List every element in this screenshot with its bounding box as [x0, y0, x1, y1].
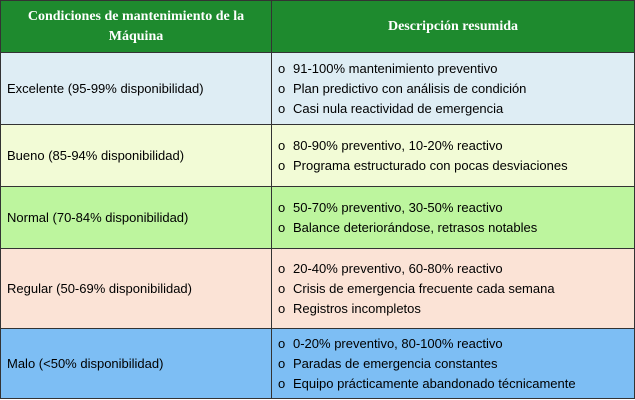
list-item [278, 334, 628, 354]
description-list [278, 334, 628, 394]
list-item-text: Crisis de emergencia frecuente cada semana [293, 280, 555, 296]
list-item [278, 136, 628, 156]
list-item [278, 259, 628, 279]
header-description: Descripción resumida [272, 1, 635, 53]
bullet-icon: o [278, 80, 286, 96]
table-row [1, 329, 635, 399]
condition-cell: Normal (70-84% disponibilidad) [1, 187, 272, 249]
bullet-icon: o [278, 137, 286, 153]
condition-cell: Malo (<50% disponibilidad) [1, 329, 272, 399]
list-item [278, 218, 628, 238]
list-item-text: Balance deteriorándose, retrasos notables [293, 219, 538, 235]
header-condition: Condiciones de mantenimiento de la Máquina [1, 1, 272, 53]
description-cell [272, 53, 635, 125]
description-list [278, 136, 628, 176]
list-item [278, 279, 628, 299]
list-item [278, 374, 628, 394]
list-item [278, 354, 628, 374]
list-item-text: Plan predictivo con análisis de condición [293, 80, 527, 96]
list-item-text: 50-70% preventivo, 30-50% reactivo [293, 199, 503, 215]
bullet-icon: o [278, 355, 286, 371]
bullet-icon: o [278, 199, 286, 215]
condition-cell: Excelente (95-99% disponibilidad) [1, 53, 272, 125]
description-cell [272, 249, 635, 329]
list-item [278, 99, 628, 119]
bullet-icon: o [278, 375, 286, 391]
table-row [1, 249, 635, 329]
list-item-text: Paradas de emergencia constantes [293, 355, 498, 371]
table-row [1, 187, 635, 249]
description-cell [272, 187, 635, 249]
list-item [278, 198, 628, 218]
list-item [278, 59, 628, 79]
bullet-icon: o [278, 219, 286, 235]
list-item-text: Equipo prácticamente abandonado técnicamente [293, 375, 576, 391]
condition-cell: Bueno (85-94% disponibilidad) [1, 125, 272, 187]
list-item [278, 156, 628, 176]
list-item-text: Registros incompletos [293, 300, 421, 316]
description-list [278, 59, 628, 119]
bullet-icon: o [278, 60, 286, 76]
header-row [1, 1, 635, 53]
description-cell [272, 125, 635, 187]
list-item-text: 91-100% mantenimiento preventivo [293, 60, 498, 76]
description-cell [272, 329, 635, 399]
table-row [1, 125, 635, 187]
list-item-text: Programa estructurado con pocas desviaciones [293, 157, 568, 173]
list-item-text: 20-40% preventivo, 60-80% reactivo [293, 260, 503, 276]
list-item-text: 0-20% preventivo, 80-100% reactivo [293, 335, 503, 351]
list-item [278, 299, 628, 319]
condition-cell: Regular (50-69% disponibilidad) [1, 249, 272, 329]
bullet-icon: o [278, 100, 286, 116]
bullet-icon: o [278, 260, 286, 276]
list-item-text: 80-90% preventivo, 10-20% reactivo [293, 137, 503, 153]
list-item [278, 79, 628, 99]
table-row [1, 53, 635, 125]
description-list [278, 198, 628, 238]
bullet-icon: o [278, 157, 286, 173]
description-list [278, 259, 628, 319]
bullet-icon: o [278, 280, 286, 296]
bullet-icon: o [278, 300, 286, 316]
list-item-text: Casi nula reactividad de emergencia [293, 100, 504, 116]
bullet-icon: o [278, 335, 286, 351]
